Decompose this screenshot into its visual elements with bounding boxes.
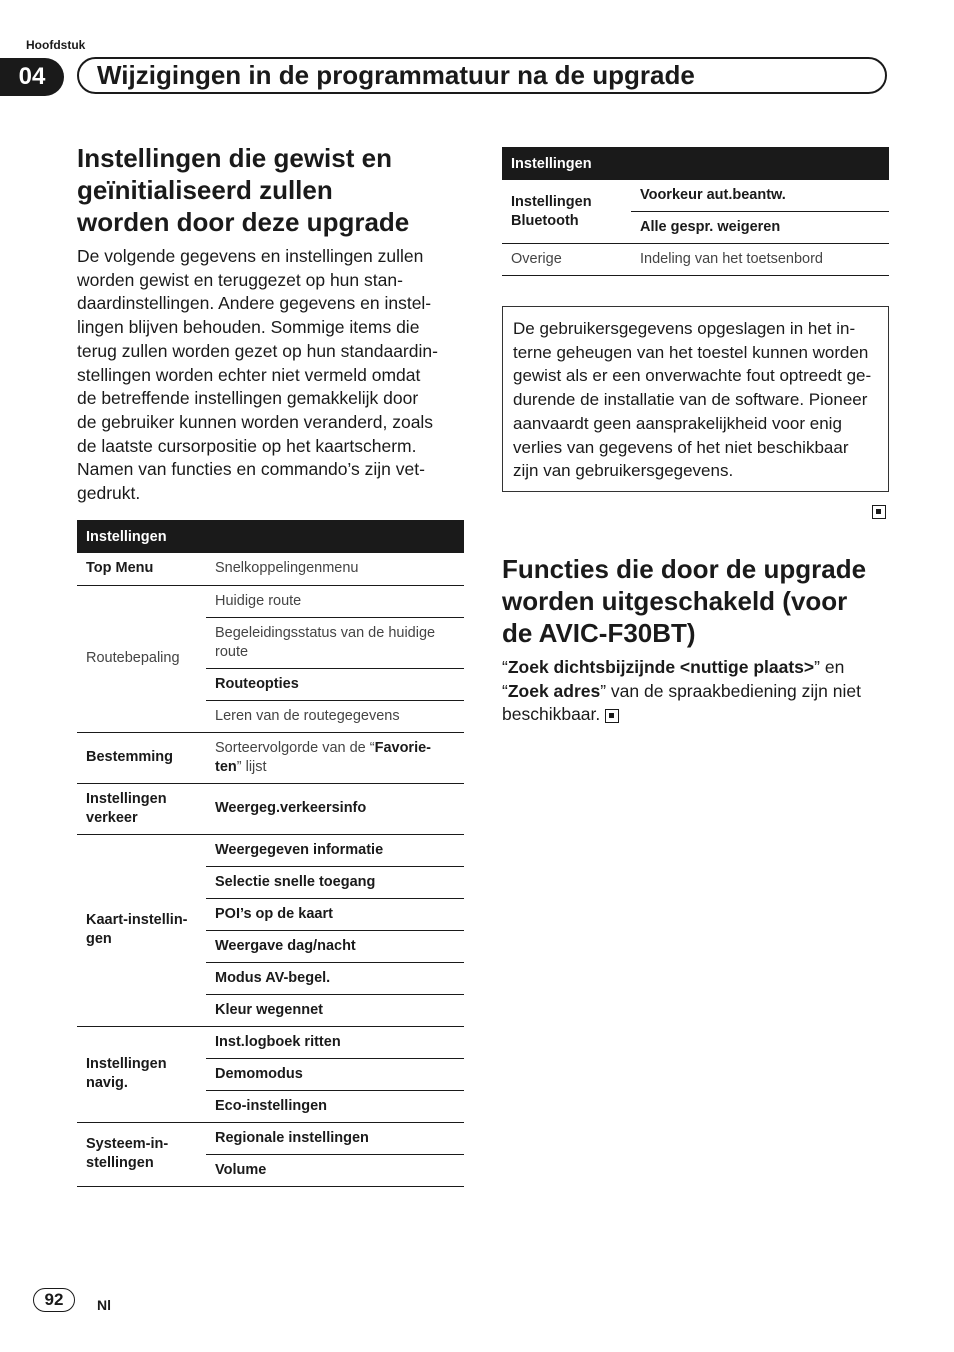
title-line: Functies die door de upgrade	[502, 554, 867, 584]
body-line: de betreffende instellingen gemakkelijk door	[77, 388, 419, 409]
value-post: ” lijst	[236, 758, 267, 775]
row-value: Weergave dag/nacht	[206, 930, 464, 962]
chapter-number: 04	[0, 58, 64, 96]
row-value: Huidige route	[206, 585, 464, 617]
body-line: daardinstellingen. Andere gegevens en instel-	[77, 293, 432, 314]
row-label: Overige	[502, 244, 631, 276]
row-label: Routebepaling	[77, 585, 206, 732]
title-line: de AVIC-F30BT)	[502, 618, 696, 648]
title-line: geïnitialiseerd zullen	[77, 175, 333, 205]
row-value: Demomodus	[206, 1058, 464, 1090]
row-value: Weergeg.verkeersinfo	[206, 783, 464, 834]
label-line: Bluetooth	[511, 212, 579, 229]
note-line: durende de installatie van de software. Pioneer	[513, 390, 868, 410]
row-value: Leren van de routegegevens	[206, 700, 464, 732]
section-2-body	[502, 656, 902, 727]
table-row	[77, 834, 464, 866]
row-value: Begeleidingsstatus van de huidige route	[206, 617, 464, 668]
row-value: Alle gespr. weigeren	[631, 212, 889, 244]
table-row	[77, 1122, 464, 1154]
voice-command-1: Zoek dichtsbijzijnde <nuttige plaats>	[507, 657, 815, 677]
row-label: Top Menu	[77, 553, 206, 585]
settings-table-right	[502, 147, 889, 276]
table-row	[77, 783, 464, 834]
note-line: De gebruikersgegevens opgeslagen in het in-	[513, 319, 856, 338]
body-line: stellingen worden echter niet vermeld omdat	[77, 364, 421, 385]
label-line: stellingen	[86, 1155, 154, 1171]
page-number: 92	[33, 1288, 75, 1312]
table-row	[77, 1026, 464, 1058]
row-value: Snelkoppelingenmenu	[206, 553, 464, 585]
quote-open: “	[502, 680, 508, 701]
label-line: Instellingen	[86, 790, 167, 807]
label-line: Systeem-in-	[86, 1136, 169, 1152]
row-label: Bestemming	[77, 732, 206, 783]
value-bold: Favorie-ten	[215, 739, 432, 775]
row-value: Voorkeur aut.beantw.	[631, 180, 889, 212]
table-row	[77, 732, 464, 783]
section-title-2	[502, 553, 922, 649]
title-line: Instellingen die gewist en	[77, 143, 392, 173]
row-value: POI’s op de kaart	[206, 898, 464, 930]
body-line: De volgende gegevens en instellingen zullen	[77, 246, 424, 266]
title-line: worden door deze upgrade	[77, 207, 410, 237]
body-line: gedrukt.	[77, 483, 141, 504]
row-value	[206, 732, 464, 783]
value-pre: Sorteervolgorde van de “	[215, 739, 375, 756]
row-value: Regionale instellingen	[206, 1122, 464, 1154]
table-row	[77, 553, 464, 585]
row-label	[77, 1026, 206, 1122]
chapter-title-text: Wijzigingen in de programmatuur na de upgrade	[97, 60, 695, 90]
row-value: Weergegeven informatie	[206, 834, 464, 866]
body-line: lingen blijven behouden. Sommige items die	[77, 317, 420, 338]
note-line: verlies van gegevens of het niet beschikbaar	[513, 437, 849, 457]
row-value: Kleur wegennet	[206, 994, 464, 1026]
quote-open: “	[502, 657, 508, 677]
body-text: beschikbaar.	[502, 704, 601, 725]
note-line: terne geheugen van het toestel kunnen worden	[513, 342, 869, 362]
quote-close: ” en	[814, 657, 845, 677]
end-of-section-icon	[872, 505, 886, 519]
title-line: worden uitgeschakeld (voor	[502, 586, 848, 616]
note-line: gewist als er een onverwachte fout optreedt ge-	[513, 366, 872, 386]
body-line: worden gewist en teruggezet op hun stan-	[77, 269, 403, 290]
note-box	[502, 306, 889, 492]
label-line: Instellingen	[86, 1056, 167, 1072]
row-value: Indeling van het toetsenbord	[631, 244, 889, 276]
row-label	[502, 180, 631, 244]
row-label	[77, 783, 206, 834]
table-row	[77, 585, 464, 617]
chapter-label: Hoofdstuk	[26, 38, 86, 52]
settings-table-left	[77, 520, 464, 1187]
table-header: Instellingen	[502, 147, 889, 180]
chapter-title	[77, 57, 887, 94]
table-header: Instellingen	[77, 520, 464, 553]
language-code: Nl	[97, 1297, 111, 1313]
label-line: Kaart-instellin-	[86, 912, 188, 928]
label-line: verkeer	[86, 809, 138, 826]
row-value: Inst.logboek ritten	[206, 1026, 464, 1058]
row-value: Selectie snelle toegang	[206, 866, 464, 898]
note-line: zijn van gebruikersgegevens.	[513, 461, 734, 481]
end-of-section-icon	[605, 709, 619, 723]
voice-command-2: Zoek adres	[507, 680, 601, 701]
row-label	[77, 1122, 206, 1186]
section-title-1	[77, 142, 477, 238]
note-line: aanvaardt geen aansprakelijkheid voor enig	[513, 413, 842, 433]
table-row	[502, 244, 889, 276]
row-value: Routeopties	[206, 668, 464, 700]
row-value: Modus AV-begel.	[206, 962, 464, 994]
label-line: navig.	[86, 1075, 128, 1091]
body-line: de laatste cursorpositie op het kaartscherm.	[77, 435, 417, 456]
label-line: Instellingen	[511, 193, 592, 210]
body-line: terug zullen worden gezet op hun standaardin-	[77, 340, 438, 361]
label-line: gen	[86, 931, 112, 947]
table-row	[502, 180, 889, 212]
body-text: ” van de spraakbediening zijn niet	[600, 680, 861, 701]
row-label	[77, 834, 206, 1026]
row-value: Volume	[206, 1154, 464, 1186]
body-line: Namen van functies en commando’s zijn vet-	[77, 459, 425, 480]
section-1-body	[77, 245, 477, 506]
body-line: de gebruiker kunnen worden veranderd, zoals	[77, 411, 434, 432]
row-value: Eco-instellingen	[206, 1090, 464, 1122]
